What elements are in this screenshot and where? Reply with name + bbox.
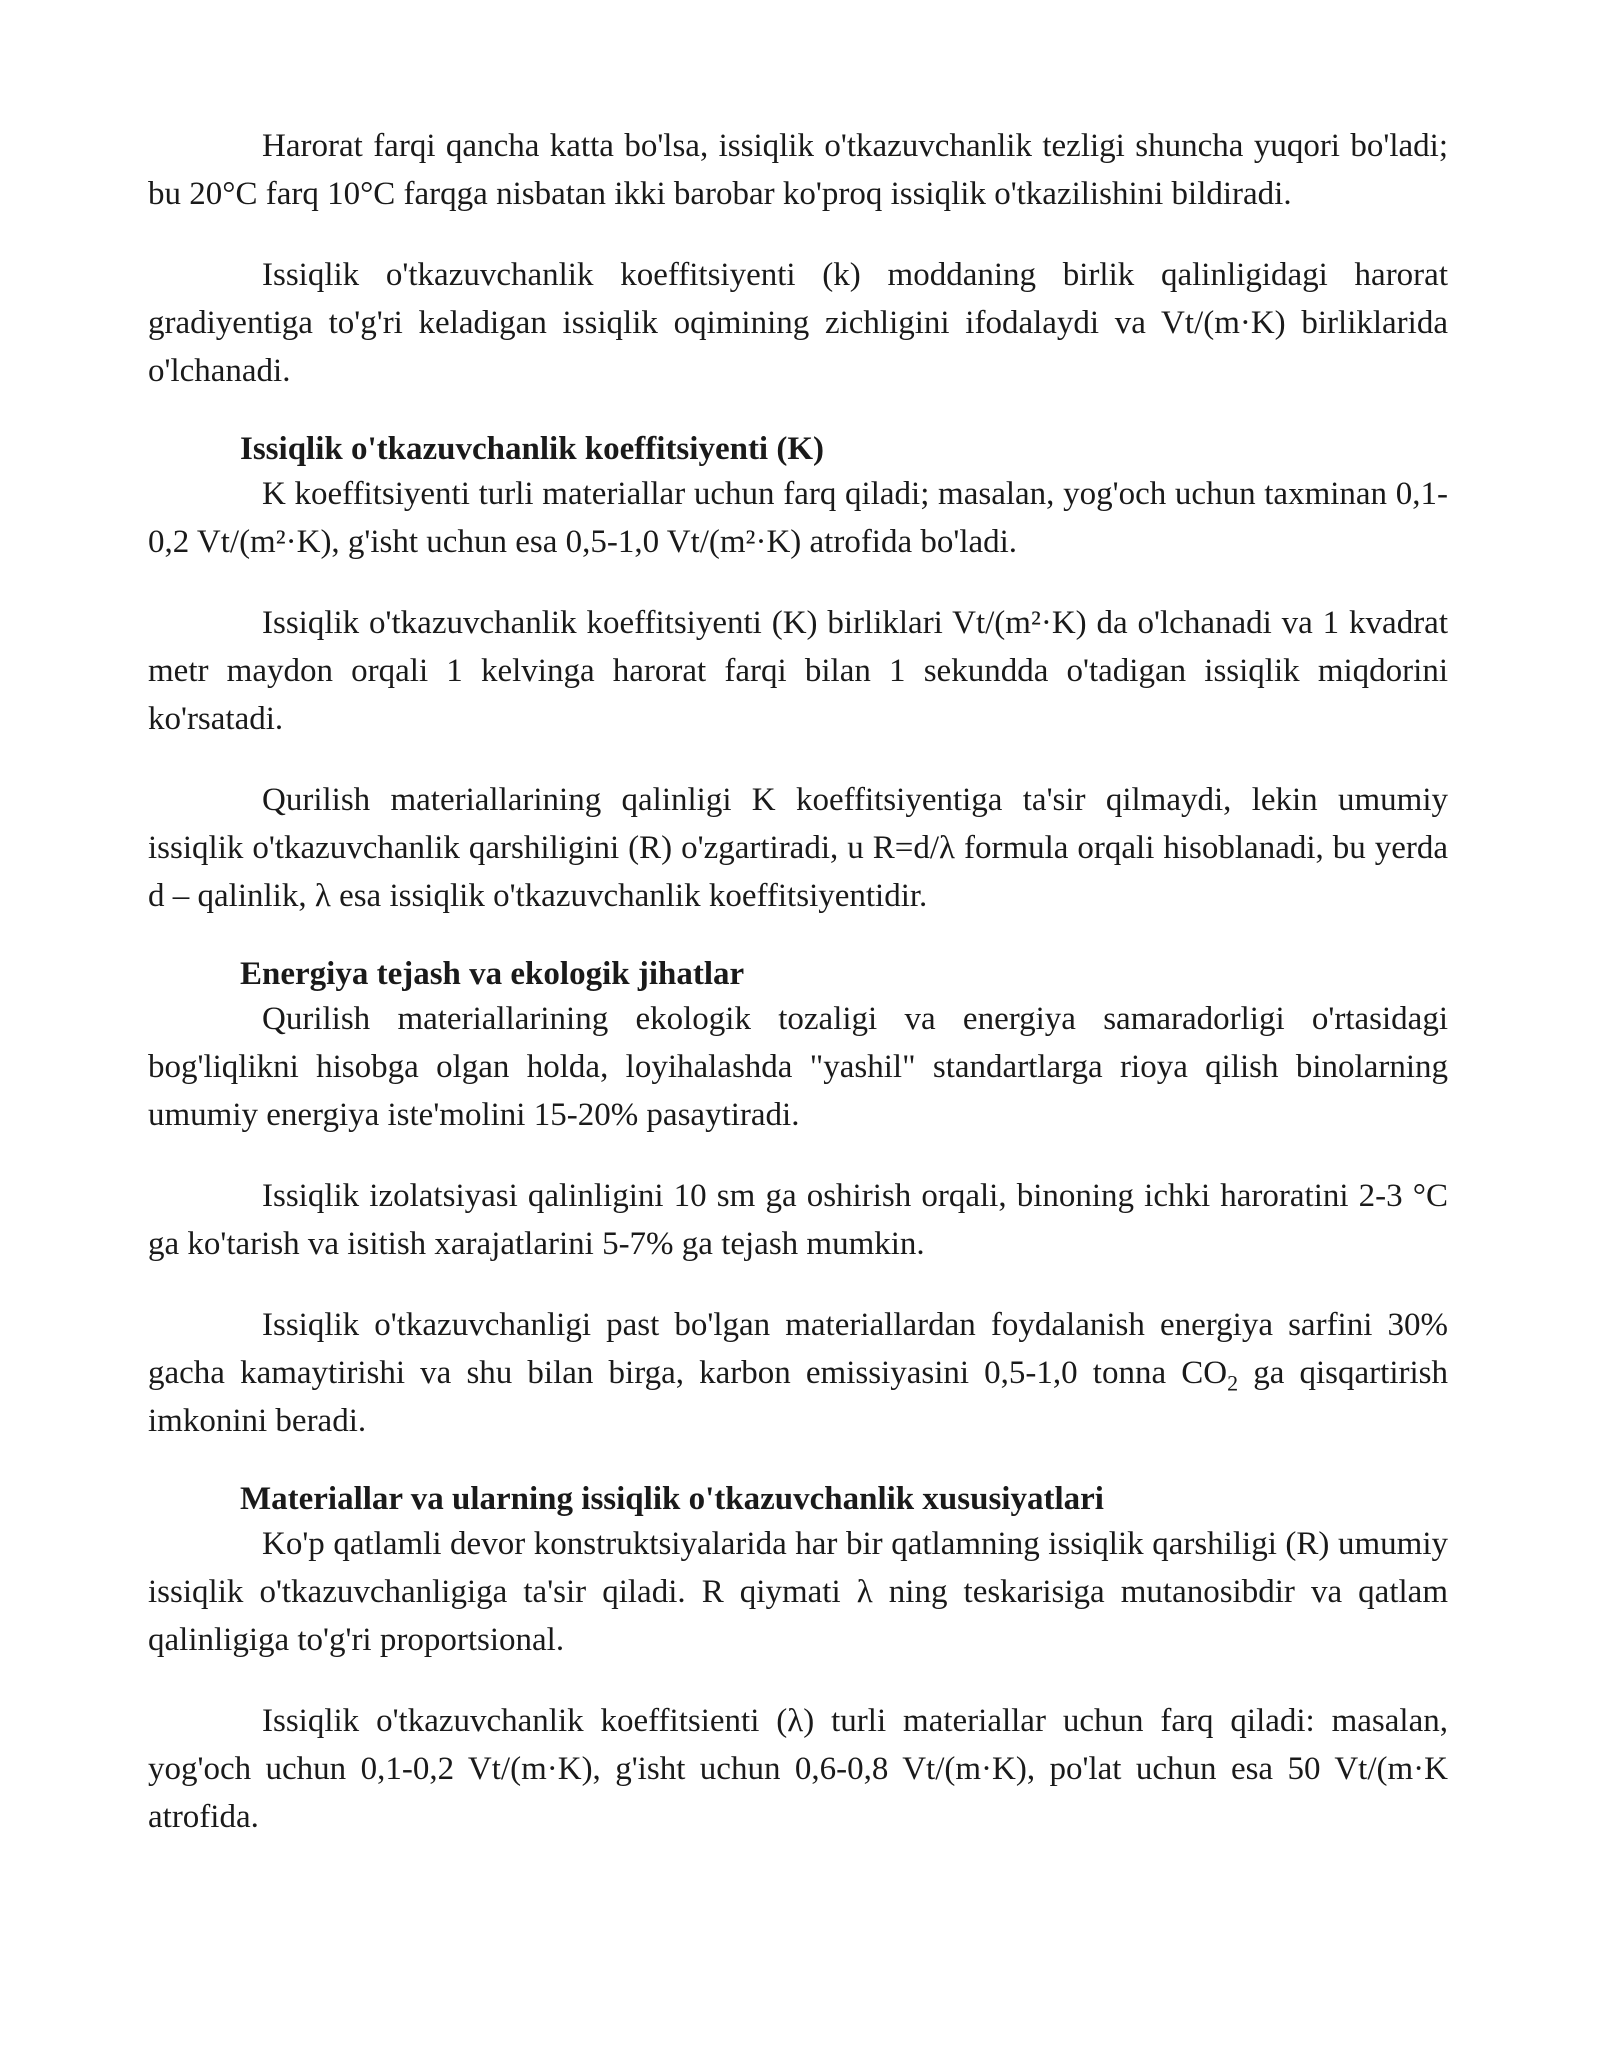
co2-text-after: ga qisqartirish imkonini beradi.	[148, 1355, 1448, 1439]
co2-text-before: Issiqlik o'tkazuvchanligi past bo'lgan materiallardan foydalanish energiya sarfini 30% gacha kamaytirishi va shu bilan birga, karbon emissiyasini 0,5-1,0 tonna CO	[148, 1307, 1448, 1391]
co2-paragraph	[148, 1301, 1448, 1445]
paragraph: Issiqlik izolatsiyasi qalinligini 10 sm ga oshirish orqali, binoning ichki haroratini 2-3 °C ga ko'tarish va isitish xarajatlarini 5-7% ga tejash mumkin.	[148, 1178, 1448, 1262]
section-heading: Issiqlik o'tkazuvchanlik koeffitsiyenti (K)	[240, 431, 824, 467]
document-page	[148, 122, 1448, 2022]
section-heading: Materiallar va ularning issiqlik o'tkazuvchanlik xususiyatlari	[240, 1481, 1104, 1517]
section-lead-paragraph: K koeffitsiyenti turli materiallar uchun farq qiladi; masalan, yog'och uchun taxminan 0,1-0,2 Vt/(m²·K), g'isht uchun esa 0,5-1,0 Vt/(m²·K) atrofida bo'ladi.	[148, 476, 1448, 560]
section-k-coefficient	[148, 428, 1448, 566]
paragraph: Issiqlik o'tkazuvchanlik koeffitsiyenti (K) birliklari Vt/(m²·K) da o'lchanadi va 1 kvadrat metr maydon orqali 1 kelvinga harorat farqi bilan 1 sekundda o'tadigan issiqlik miqdorini ko'rsatadi.	[148, 605, 1448, 737]
co2-subscript: 2	[1227, 1370, 1239, 1396]
section-energy-saving	[148, 953, 1448, 1139]
section-materials	[148, 1478, 1448, 1664]
paragraph: Issiqlik o'tkazuvchanlik koeffitsiyenti (k) moddaning birlik qalinligidagi harorat gradiyentiga to'g'ri keladigan issiqlik oqimining zichligini ifodalaydi va Vt/(m·K) birliklarida o'lchanadi.	[148, 257, 1448, 389]
section-heading: Energiya tejash va ekologik jihatlar	[240, 956, 745, 992]
paragraph: Harorat farqi qancha katta bo'lsa, issiqlik o'tkazuvchanlik tezligi shuncha yuqori bo'ladi; bu 20°C farq 10°C farqga nisbatan ikki barobar ko'proq issiqlik o'tkazilishini bildiradi.	[148, 128, 1448, 212]
paragraph: Issiqlik o'tkazuvchanlik koeffitsienti (λ) turli materiallar uchun farq qiladi: masalan, yog'och uchun 0,1-0,2 Vt/(m·K), g'isht uchun 0,6-0,8 Vt/(m·K), po'lat uchun esa 50 Vt/(m·K atrofida.	[148, 1703, 1448, 1835]
section-lead-paragraph: Ko'p qatlamli devor konstruktsiyalarida har bir qatlamning issiqlik qarshiligi (R) umumiy issiqlik o'tkazuvchanligiga ta'sir qiladi. R qiymati λ ning teskarisiga mutanosibdir va qatlam qalinligiga to'g'ri proportsional.	[148, 1526, 1448, 1658]
section-lead-paragraph: Qurilish materiallarining ekologik tozaligi va energiya samaradorligi o'rtasidagi bog'liqlikni hisobga olgan holda, loyihalashda "yashil" standartlarga rioya qilish binolarning umumiy energiya iste'molini 15-20% pasaytiradi.	[148, 1001, 1448, 1133]
paragraph: Qurilish materiallarining qalinligi K koeffitsiyentiga ta'sir qilmaydi, lekin umumiy issiqlik o'tkazuvchanlik qarshiligini (R) o'zgartiradi, u R=d/λ formula orqali hisoblanadi, bu yerda d – qalinlik, λ esa issiqlik o'tkazuvchanlik koeffitsiyentidir.	[148, 782, 1448, 914]
